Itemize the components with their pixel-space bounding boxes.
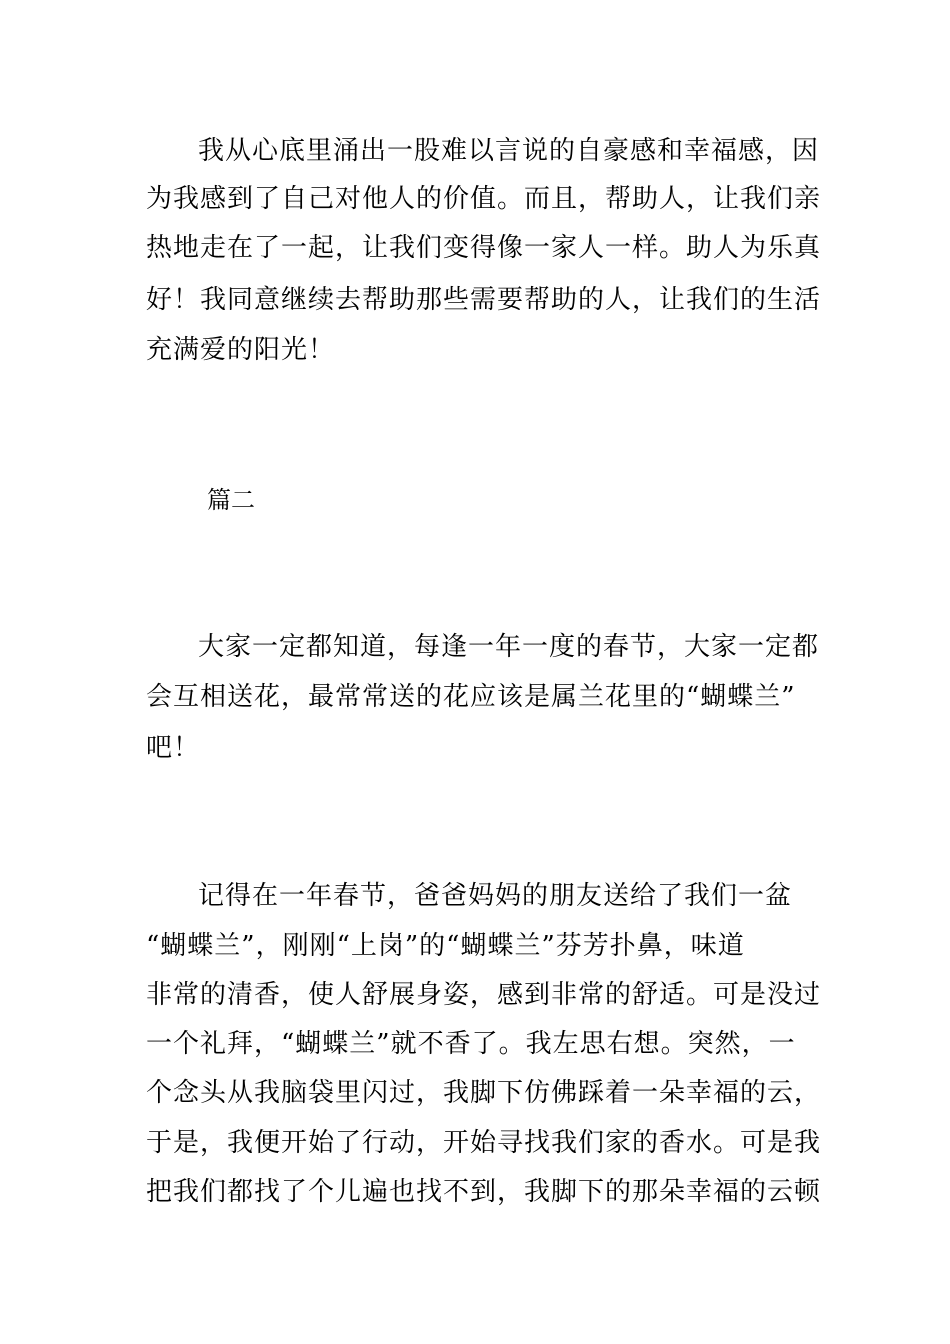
paragraph-line: 好！我同意继续去帮助那些需要帮助的人，让我们的生活 xyxy=(146,285,822,315)
paragraph-line: 于是，我便开始了行动，开始寻找我们家的香水。可是我 xyxy=(146,1128,822,1158)
paragraph-line: “蝴蝶兰”，刚刚“上岗”的“蝴蝶兰”芬芳扑鼻，味道 xyxy=(146,931,745,961)
paragraph-line: 非常的清香，使人舒展身姿，感到非常的舒适。可是没过 xyxy=(146,980,822,1010)
paragraph-line: 大家一定都知道，每逢一年一度的春节，大家一定都 xyxy=(198,632,820,662)
section-heading: 篇二 xyxy=(207,486,255,514)
paragraph-line: 为我感到了自己对他人的价值。而且，帮助人，让我们亲 xyxy=(146,184,822,214)
paragraph-line: 充满爱的阳光！ xyxy=(146,335,336,365)
paragraph-line: 我从心底里涌出一股难以言说的自豪感和幸福感，因 xyxy=(198,136,820,166)
paragraph-line: 热地走在了一起，让我们变得像一家人一样。助人为乐真 xyxy=(146,233,822,263)
paragraph-line: 把我们都找了个儿遍也找不到，我脚下的那朵幸福的云顿 xyxy=(146,1177,822,1207)
paragraph-line: 会互相送花，最常常送的花应该是属兰花里的“蝴蝶兰” xyxy=(146,682,796,712)
paragraph-line: 记得在一年春节，爸爸妈妈的朋友送给了我们一盆 xyxy=(198,881,793,911)
paragraph-line: 个念头从我脑袋里闪过，我脚下仿佛踩着一朵幸福的云， xyxy=(146,1078,822,1108)
paragraph-line: 一个礼拜，“蝴蝶兰”就不香了。我左思右想。突然，一 xyxy=(146,1029,796,1059)
paragraph-line: 吧！ xyxy=(146,733,201,763)
